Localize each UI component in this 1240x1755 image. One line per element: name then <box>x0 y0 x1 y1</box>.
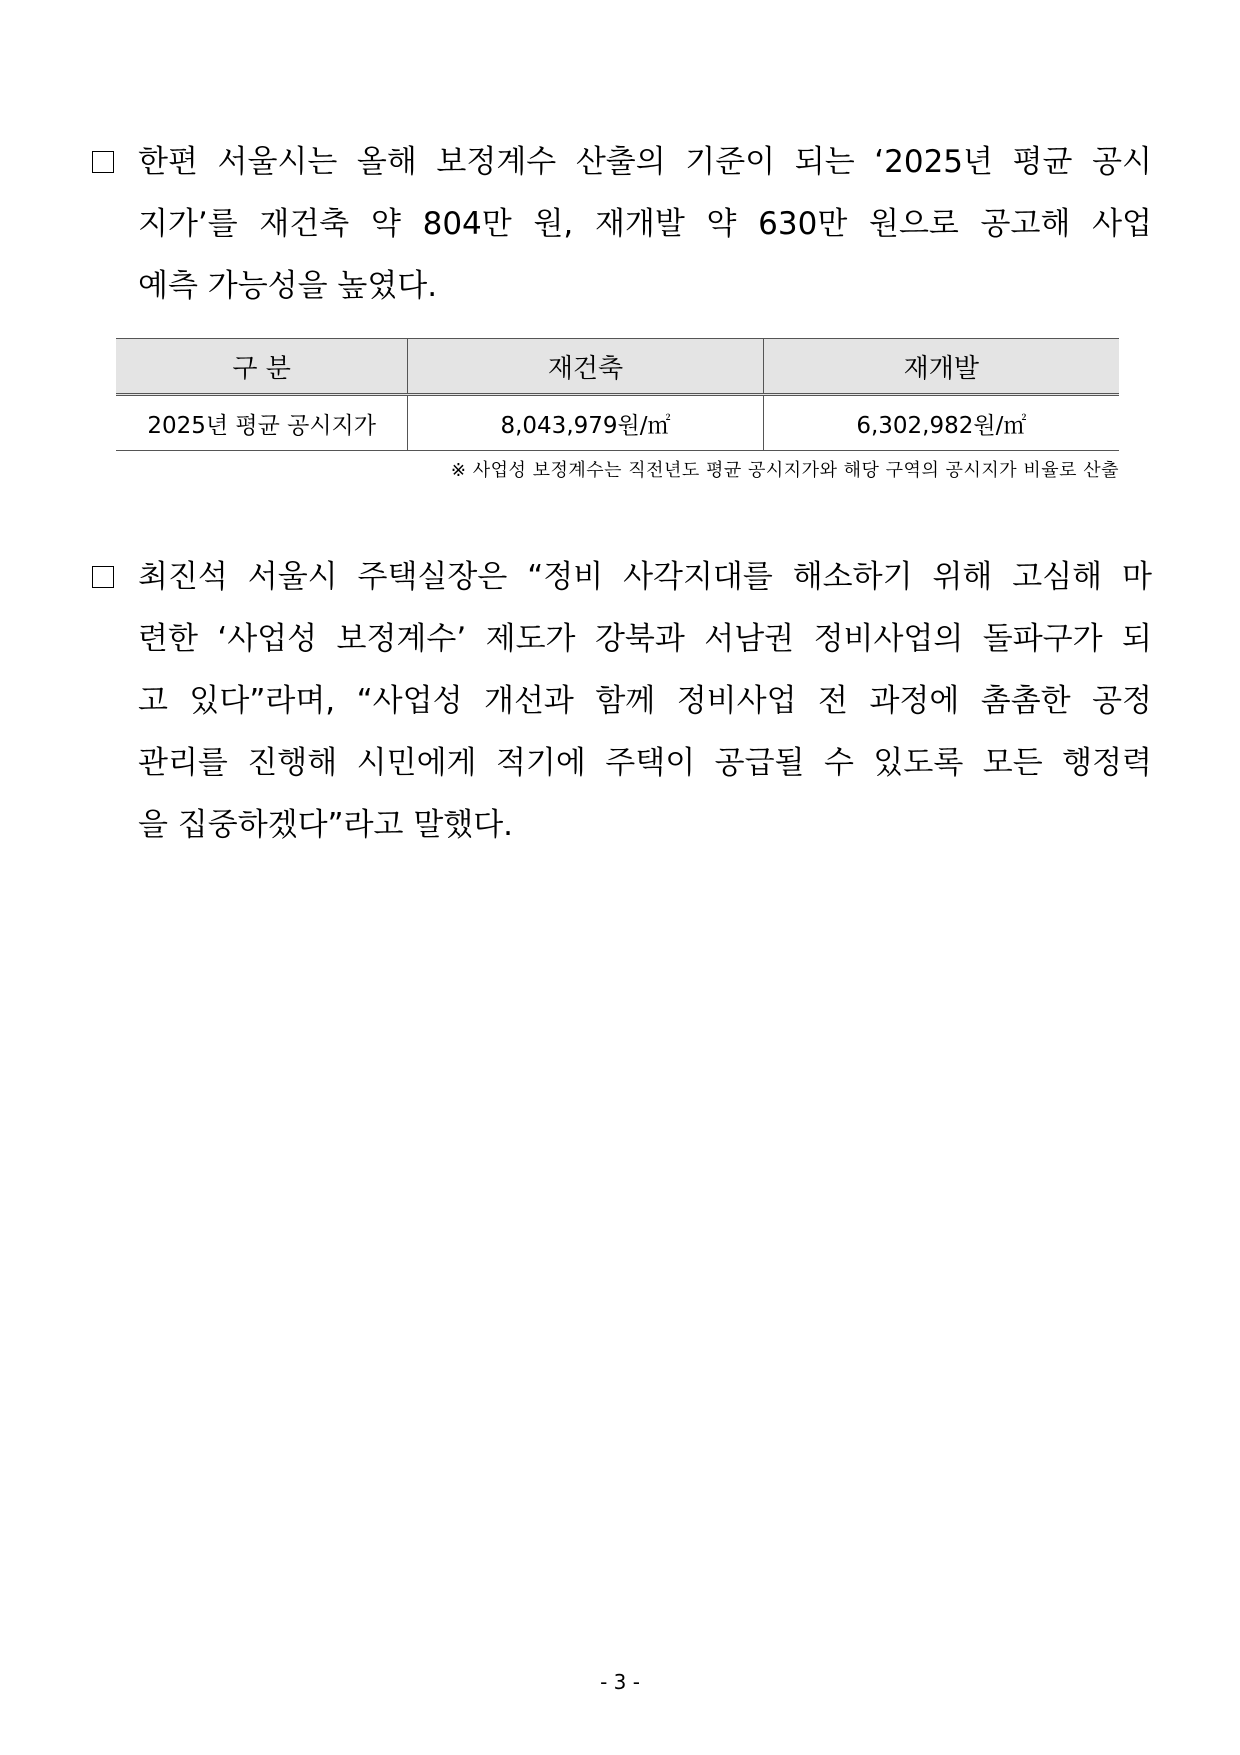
table-header-reconstruction: 재건축 <box>408 339 763 395</box>
paragraph-line: 지가’를 재건축 약 804만 원, 재개발 약 630만 원으로 공고해 사업 <box>138 206 1152 242</box>
paragraph-line: 고 있다”라며, “사업성 개선과 함께 정비사업 전 과정에 촘촘한 공정 <box>138 683 1152 719</box>
land-price-table <box>116 338 1119 451</box>
table-note: ※ 사업성 보정계수는 직전년도 평균 공시지가와 해당 구역의 공시지가 비율로 산출 <box>450 460 1119 481</box>
square-bullet-icon <box>92 566 114 588</box>
square-bullet-icon <box>92 151 114 173</box>
paragraph-line: 관리를 진행해 시민에게 적기에 주택이 공급될 수 있도록 모든 행정력 <box>138 745 1152 781</box>
table-cell-reconstruction: 8,043,979원/㎡ <box>408 395 763 451</box>
table-cell-redevelopment: 6,302,982원/㎡ <box>763 395 1119 451</box>
table-header-row <box>116 339 1119 395</box>
paragraph-line: 최진석 서울시 주택실장은 “정비 사각지대를 해소하기 위해 고심해 마 <box>138 559 1152 595</box>
table-header-redevelopment: 재개발 <box>763 339 1119 395</box>
table-header-category: 구 분 <box>116 339 408 395</box>
page-number: - 3 - <box>600 1670 640 1694</box>
table-cell-category: 2025년 평균 공시지가 <box>116 395 408 451</box>
paragraph-line: 련한 ‘사업성 보정계수’ 제도가 강북과 서남권 정비사업의 돌파구가 되 <box>138 621 1152 657</box>
paragraph-line: 예측 가능성을 높였다. <box>138 268 438 304</box>
table-row <box>116 395 1119 451</box>
paragraph-line: 한편 서울시는 올해 보정계수 산출의 기준이 되는 ‘2025년 평균 공시 <box>138 144 1152 180</box>
paragraph-line: 을 집중하겠다”라고 말했다. <box>138 807 514 843</box>
